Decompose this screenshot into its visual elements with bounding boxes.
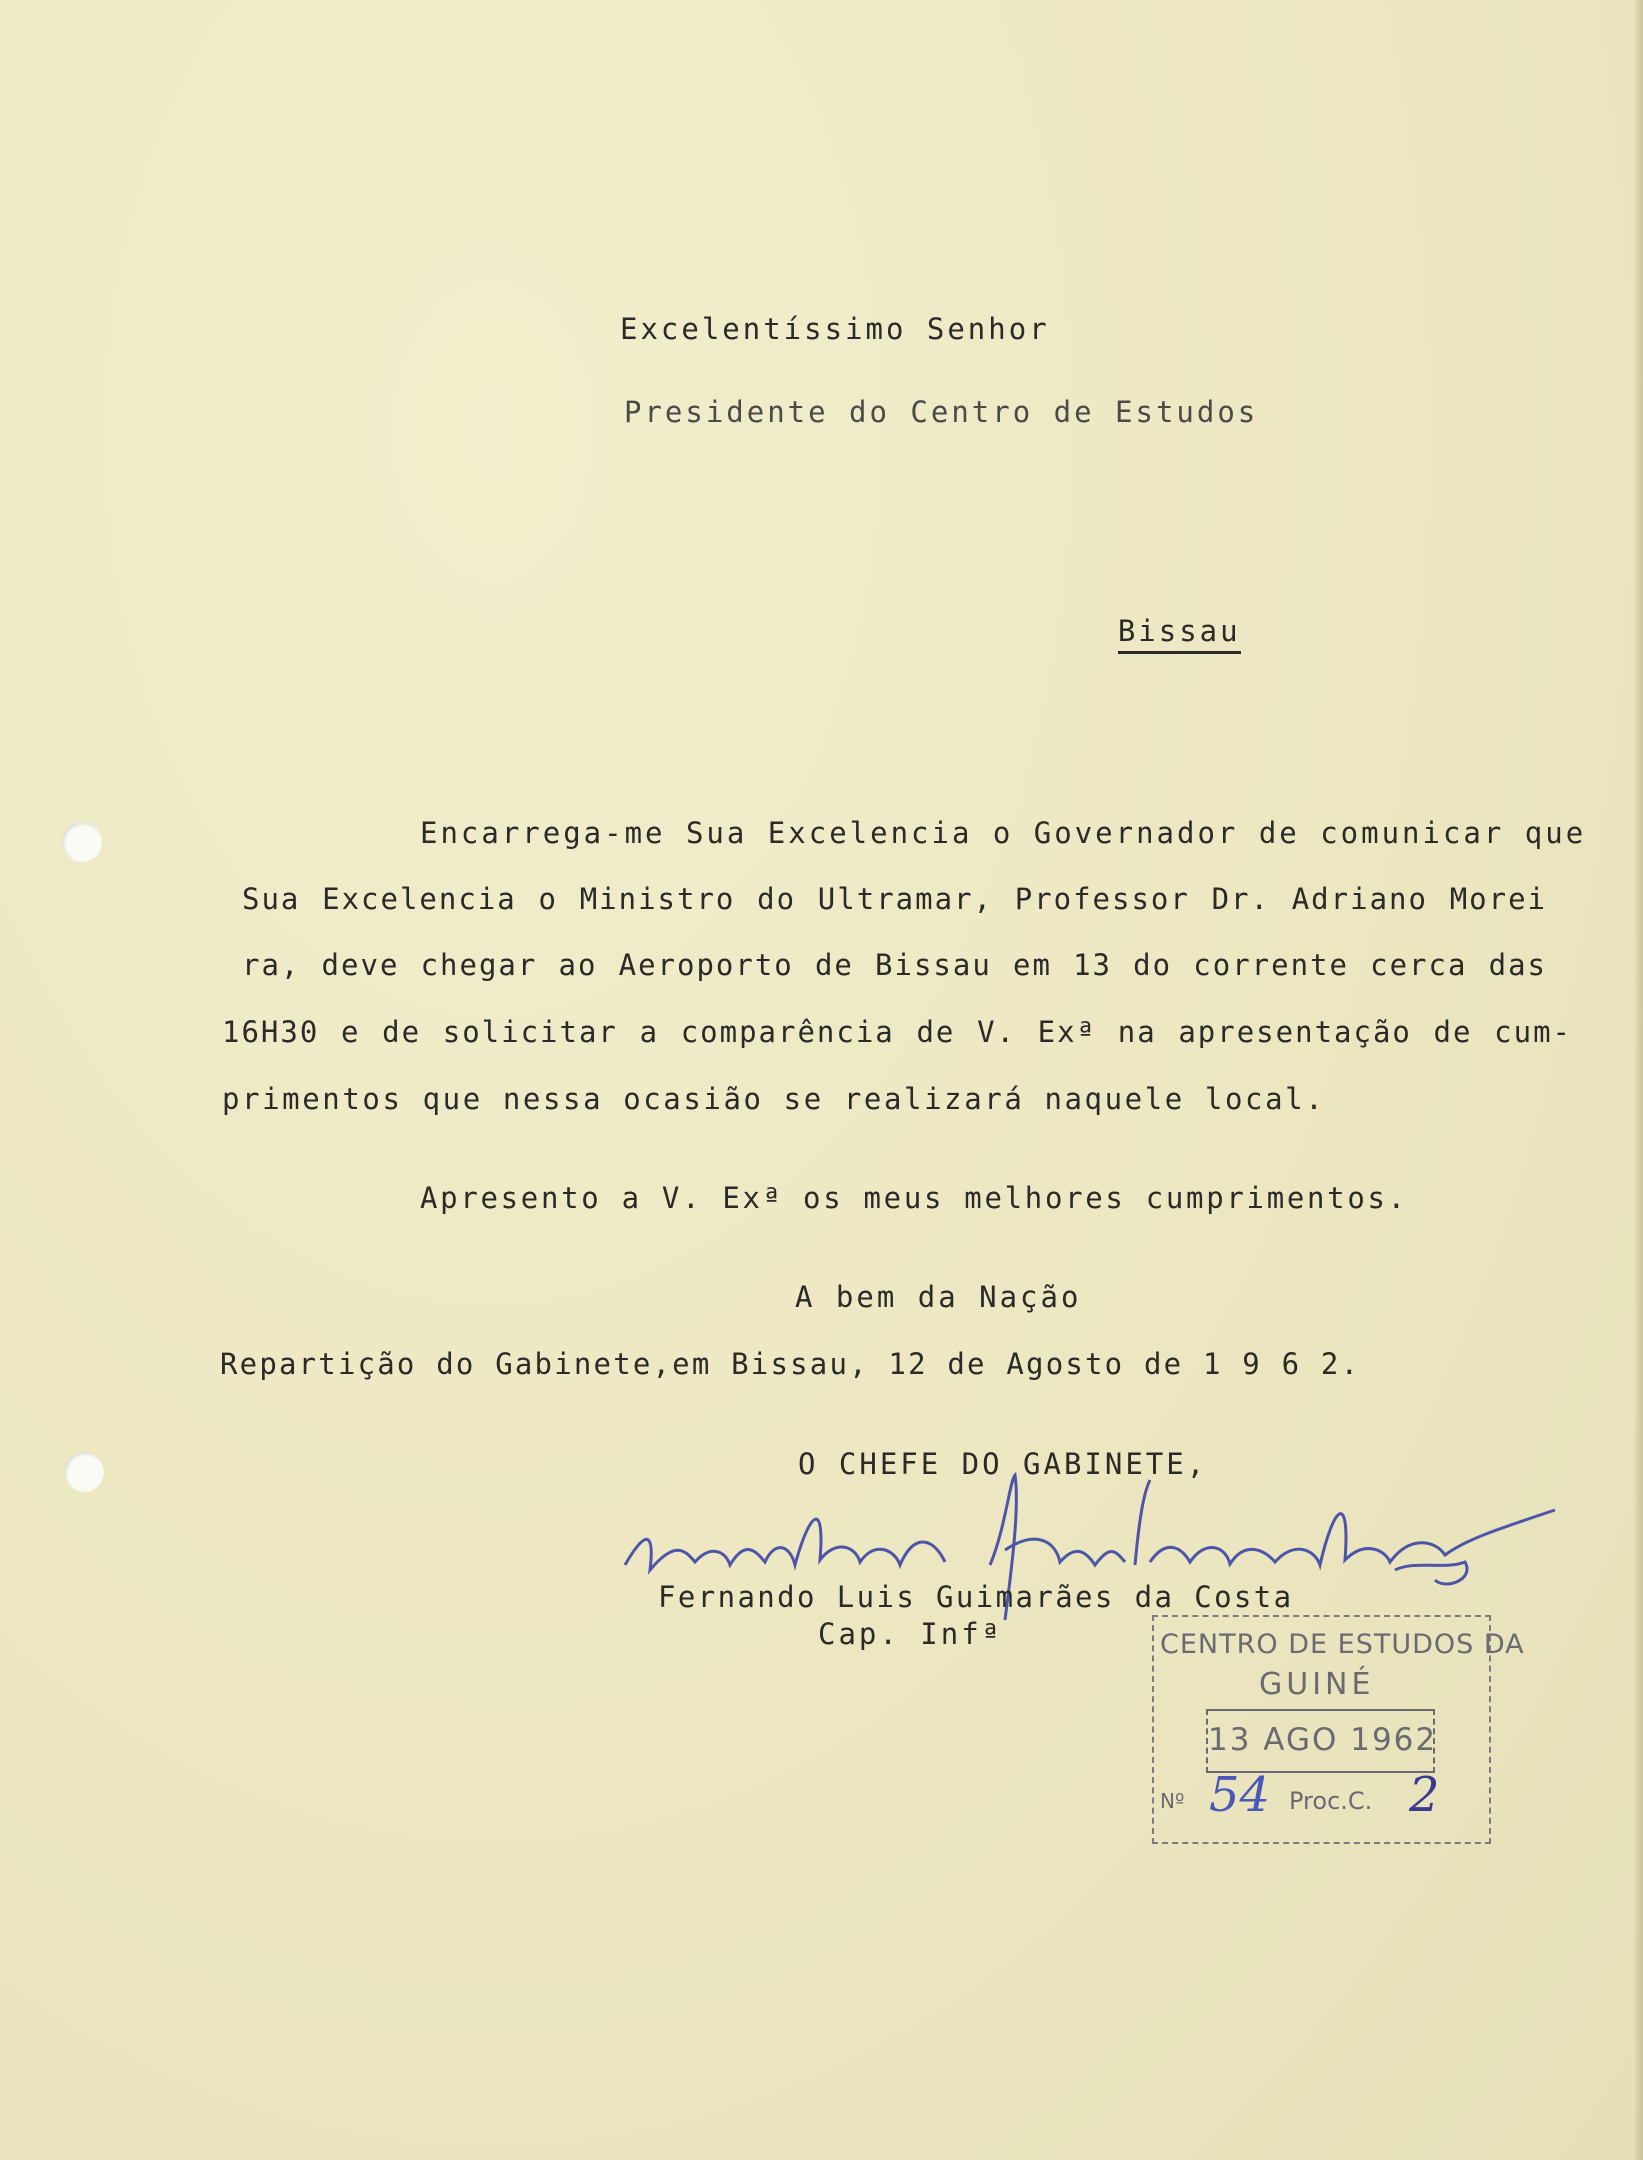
signature-role: O CHEFE DO GABINETE, <box>798 1447 1208 1481</box>
punch-hole-top <box>62 822 102 862</box>
signatory-rank: Cap. Infª <box>818 1617 1003 1651</box>
paragraph-line-2: Sua Excelencia o Ministro do Ultramar, Professor Dr. Adriano Morei <box>242 882 1547 916</box>
receipt-stamp <box>1152 1615 1525 1844</box>
salutation: Excelentíssimo Senhor <box>620 312 1050 346</box>
recipient-city: Bissau <box>1118 614 1241 654</box>
paragraph-line-4: 16H30 e de solicitar a comparência de V. Exª na apresentação de cum- <box>222 1015 1572 1049</box>
signatory-name: Fernando Luis Guimarães da Costa <box>658 1580 1294 1614</box>
stamp-no-label: Nº <box>1160 1789 1185 1813</box>
motto: A bem da Nação <box>795 1280 1082 1314</box>
greeting: Apresento a V. Exª os meus melhores cumprimentos. <box>420 1181 1408 1215</box>
stamp-region: GUINÉ <box>1259 1667 1375 1702</box>
paragraph-line-3: ra, deve chegar ao Aeroporto de Bissau em 13 do corrente cerca das <box>242 948 1547 982</box>
stamp-date: 13 AGO 1962 <box>1206 1709 1435 1773</box>
recipient-city-wrap <box>1036 580 1241 682</box>
recipient-title: Presidente do Centro de Estudos <box>624 395 1259 429</box>
paragraph-line-5: primentos que nessa ocasião se realizará naquele local. <box>222 1082 1326 1116</box>
stamp-proc-label: Proc.C. <box>1289 1787 1373 1815</box>
punch-hole-bottom <box>64 1452 104 1492</box>
paragraph-line-1: Encarrega-me Sua Excelencia o Governador de comunicar que <box>420 816 1587 850</box>
date-line: Repartição do Gabinete,em Bissau, 12 de Agosto de 1 9 6 2. <box>220 1347 1361 1381</box>
stamp-number: 54 <box>1209 1767 1271 1823</box>
stamp-proc-number: 2 <box>1409 1767 1440 1823</box>
stamp-institution: CENTRO DE ESTUDOS DA <box>1160 1629 1525 1660</box>
